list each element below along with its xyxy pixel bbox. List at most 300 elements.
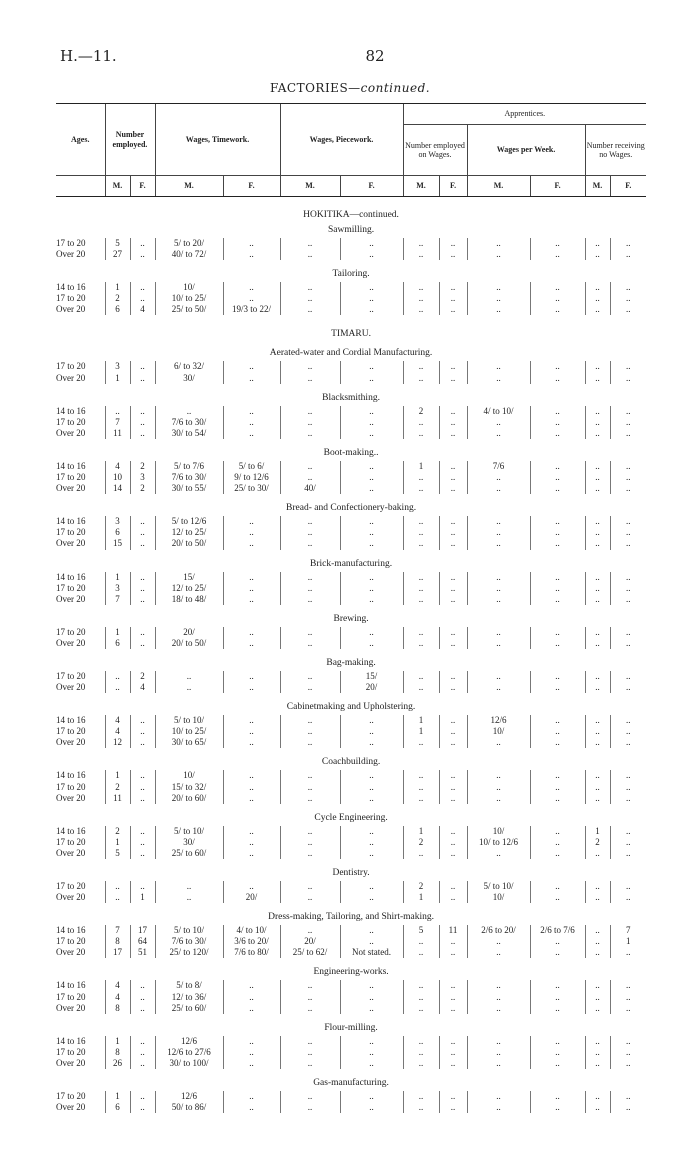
value-cell: .. <box>467 848 530 859</box>
age-cell: Over 20 <box>56 249 86 260</box>
value-cell: .. <box>585 992 610 1003</box>
value-cell: 12 <box>105 737 130 748</box>
gap-cell <box>56 903 646 910</box>
value-cell: .. <box>223 417 280 428</box>
gap-cell <box>56 550 646 557</box>
trade-heading: Brewing. <box>333 613 369 624</box>
table-row <box>56 947 646 958</box>
value-cell: .. <box>585 373 610 384</box>
value-cell: .. <box>223 726 280 737</box>
value-cell: .. <box>280 782 340 793</box>
age-cell: 17 to 20 <box>56 626 86 637</box>
value-cell: .. <box>130 538 155 549</box>
age-cell: Over 20 <box>56 538 86 549</box>
value-cell: .. <box>585 627 610 638</box>
value-cell: .. <box>403 992 439 1003</box>
value-cell: .. <box>530 837 585 848</box>
value-cell: .. <box>130 293 155 304</box>
value-cell: 12/6 <box>467 715 530 726</box>
value-cell: .. <box>340 361 403 372</box>
value-cell: 1 <box>105 1091 130 1102</box>
value-cell: .. <box>280 461 340 472</box>
value-cell: 5 <box>105 238 130 249</box>
age-cell: 17 to 20 <box>56 936 86 947</box>
value-cell: .. <box>467 472 530 483</box>
value-cell: .. <box>467 417 530 428</box>
section-gap <box>56 958 646 965</box>
value-cell: .. <box>439 373 467 384</box>
value-cell: .. <box>340 793 403 804</box>
gap-cell <box>56 748 646 755</box>
value-cell: .. <box>530 572 585 583</box>
value-cell: 1 <box>105 837 130 848</box>
value-cell: .. <box>467 483 530 494</box>
trade-heading: Flour-milling. <box>324 1022 378 1033</box>
value-cell: .. <box>340 881 403 892</box>
value-cell: .. <box>610 417 646 428</box>
value-cell: 8 <box>105 1003 130 1014</box>
value-cell: 6/ to 32/ <box>155 361 223 372</box>
value-cell: .. <box>530 249 585 260</box>
section-gap <box>56 649 646 656</box>
value-cell: .. <box>340 1036 403 1047</box>
value-cell: .. <box>610 483 646 494</box>
value-cell: .. <box>439 1058 467 1069</box>
age-cell: Over 20 <box>56 737 86 748</box>
value-cell: .. <box>223 594 280 605</box>
table-row <box>56 936 646 947</box>
value-cell: .. <box>403 782 439 793</box>
value-cell: .. <box>340 892 403 903</box>
value-cell: .. <box>530 848 585 859</box>
value-cell: .. <box>340 726 403 737</box>
value-cell: .. <box>280 826 340 837</box>
value-cell: .. <box>340 936 403 947</box>
trade-heading: Coachbuilding. <box>321 757 381 768</box>
page-title <box>0 81 700 95</box>
section-gap <box>56 550 646 557</box>
value-cell: .. <box>403 980 439 991</box>
value-cell: 1 <box>585 826 610 837</box>
value-cell: .. <box>610 516 646 527</box>
value-cell: .. <box>130 417 155 428</box>
value-cell: .. <box>280 1091 340 1102</box>
age-cell: 17 to 20 <box>56 781 86 792</box>
value-cell: .. <box>280 1036 340 1047</box>
value-cell: .. <box>223 238 280 249</box>
value-cell: .. <box>585 1058 610 1069</box>
trade-heading-row <box>56 1021 646 1036</box>
value-cell: .. <box>439 304 467 315</box>
value-cell: 20/ to 60/ <box>155 793 223 804</box>
value-cell: .. <box>467 373 530 384</box>
section-gap <box>56 859 646 866</box>
gap-cell <box>56 260 646 267</box>
value-cell: .. <box>439 1036 467 1047</box>
table-row <box>56 304 646 315</box>
value-cell: .. <box>340 428 403 439</box>
table-row <box>56 782 646 793</box>
blank-header <box>56 176 105 197</box>
value-cell: .. <box>340 1091 403 1102</box>
value-cell: .. <box>610 1003 646 1014</box>
value-cell: 7 <box>105 417 130 428</box>
value-cell: 25/ to 30/ <box>223 483 280 494</box>
value-cell: .. <box>340 572 403 583</box>
value-cell: .. <box>130 428 155 439</box>
section-gap <box>56 748 646 755</box>
value-cell: .. <box>439 527 467 538</box>
value-cell: .. <box>340 925 403 936</box>
value-cell: .. <box>585 249 610 260</box>
value-cell: .. <box>155 671 223 682</box>
value-cell: .. <box>610 594 646 605</box>
value-cell: .. <box>439 472 467 483</box>
age-cell: 17 to 20 <box>56 416 86 427</box>
value-cell: .. <box>130 737 155 748</box>
value-cell: .. <box>610 373 646 384</box>
value-cell: .. <box>467 282 530 293</box>
value-cell: .. <box>610 428 646 439</box>
value-cell: .. <box>530 881 585 892</box>
value-cell: 15/ to 32/ <box>155 782 223 793</box>
section-gap <box>56 439 646 446</box>
table-row <box>56 1058 646 1069</box>
value-cell: .. <box>610 1058 646 1069</box>
value-cell: .. <box>223 848 280 859</box>
value-cell: .. <box>155 881 223 892</box>
value-cell: .. <box>467 980 530 991</box>
value-cell: .. <box>340 782 403 793</box>
value-cell: 8 <box>105 936 130 947</box>
trade-heading-row <box>56 1076 646 1091</box>
value-cell: .. <box>280 1058 340 1069</box>
value-cell: .. <box>467 1091 530 1102</box>
value-cell: .. <box>467 782 530 793</box>
value-cell: .. <box>530 936 585 947</box>
value-cell: .. <box>403 472 439 483</box>
value-cell: .. <box>439 793 467 804</box>
value-cell: .. <box>223 627 280 638</box>
value-cell: .. <box>340 293 403 304</box>
table-row <box>56 627 646 638</box>
value-cell: .. <box>530 737 585 748</box>
value-cell: .. <box>439 936 467 947</box>
value-cell: .. <box>439 737 467 748</box>
value-cell: .. <box>403 538 439 549</box>
value-cell: .. <box>130 793 155 804</box>
table-row <box>56 461 646 472</box>
value-cell: .. <box>280 417 340 428</box>
value-cell: .. <box>610 361 646 372</box>
age-cell: Over 20 <box>56 483 86 494</box>
value-cell: .. <box>530 483 585 494</box>
table-row <box>56 737 646 748</box>
trade-heading-row <box>56 501 646 516</box>
value-cell: .. <box>403 527 439 538</box>
value-cell: .. <box>610 826 646 837</box>
value-cell: 4 <box>105 461 130 472</box>
value-cell: 20/ <box>340 682 403 693</box>
value-cell: .. <box>585 1047 610 1058</box>
f-header: F. <box>130 176 155 197</box>
value-cell: .. <box>610 947 646 958</box>
value-cell: 2 <box>403 837 439 848</box>
value-cell: .. <box>155 406 223 417</box>
value-cell: .. <box>223 992 280 1003</box>
value-cell: .. <box>403 1047 439 1058</box>
value-cell: .. <box>340 1003 403 1014</box>
value-cell: .. <box>530 892 585 903</box>
trade-heading-row <box>56 446 646 461</box>
value-cell: 10/ <box>155 282 223 293</box>
value-cell: .. <box>610 1102 646 1113</box>
value-cell: 3 <box>130 472 155 483</box>
value-cell: .. <box>610 538 646 549</box>
value-cell: .. <box>280 282 340 293</box>
value-cell: 6 <box>105 527 130 538</box>
value-cell: .. <box>340 583 403 594</box>
age-cell: 17 to 20 <box>56 726 86 737</box>
trade-heading: Cabinetmaking and Upholstering. <box>286 702 416 713</box>
trade-heading: Engineering-works. <box>313 967 389 978</box>
value-cell: 1 <box>105 627 130 638</box>
gap-cell <box>56 804 646 811</box>
value-cell: 20/ to 50/ <box>155 638 223 649</box>
gap-cell <box>56 1069 646 1076</box>
value-cell: .. <box>340 1058 403 1069</box>
value-cell: .. <box>223 980 280 991</box>
value-cell: .. <box>105 881 130 892</box>
value-cell: .. <box>280 594 340 605</box>
value-cell: .. <box>130 715 155 726</box>
value-cell: 1 <box>105 373 130 384</box>
trade-heading-row <box>56 700 646 715</box>
value-cell: .. <box>223 1036 280 1047</box>
value-cell: .. <box>610 406 646 417</box>
value-cell: .. <box>610 1091 646 1102</box>
gap-cell <box>56 384 646 391</box>
value-cell: 5/ to 8/ <box>155 980 223 991</box>
value-cell: .. <box>403 417 439 428</box>
value-cell: .. <box>467 428 530 439</box>
value-cell: .. <box>585 671 610 682</box>
value-cell: 1 <box>403 892 439 903</box>
value-cell: .. <box>130 992 155 1003</box>
value-cell: .. <box>439 627 467 638</box>
gap-cell <box>56 859 646 866</box>
value-cell: .. <box>280 627 340 638</box>
value-cell: .. <box>530 538 585 549</box>
value-cell: .. <box>280 538 340 549</box>
value-cell: .. <box>280 428 340 439</box>
value-cell: 3/6 to 20/ <box>223 936 280 947</box>
f-header: F. <box>610 176 646 197</box>
value-cell: .. <box>439 715 467 726</box>
value-cell: .. <box>439 282 467 293</box>
value-cell: .. <box>223 538 280 549</box>
value-cell: .. <box>439 1102 467 1113</box>
value-cell: .. <box>610 583 646 594</box>
value-cell: .. <box>439 406 467 417</box>
age-cell: 14 to 16 <box>56 516 86 527</box>
value-cell: .. <box>530 282 585 293</box>
value-cell: 10/ <box>467 726 530 737</box>
age-cell: 14 to 16 <box>56 925 86 936</box>
table-row <box>56 980 646 991</box>
m-header: M. <box>155 176 223 197</box>
value-cell: .. <box>530 1058 585 1069</box>
value-cell: .. <box>585 726 610 737</box>
value-cell: 10 <box>105 472 130 483</box>
value-cell: 5/ to 10/ <box>155 826 223 837</box>
value-cell: .. <box>340 304 403 315</box>
value-cell: .. <box>467 793 530 804</box>
value-cell: .. <box>340 715 403 726</box>
value-cell: 7 <box>105 925 130 936</box>
value-cell: .. <box>467 737 530 748</box>
value-cell: .. <box>530 461 585 472</box>
table-row <box>56 837 646 848</box>
value-cell: .. <box>585 881 610 892</box>
value-cell: .. <box>223 1003 280 1014</box>
value-cell: .. <box>439 572 467 583</box>
value-cell: .. <box>403 1102 439 1113</box>
value-cell: .. <box>585 583 610 594</box>
value-cell: .. <box>340 249 403 260</box>
trade-heading-row <box>56 391 646 406</box>
value-cell: .. <box>223 516 280 527</box>
value-cell: .. <box>530 638 585 649</box>
value-cell: .. <box>280 527 340 538</box>
value-cell: 2 <box>403 406 439 417</box>
trade-heading-row <box>56 755 646 770</box>
value-cell: 51 <box>130 947 155 958</box>
value-cell: .. <box>610 238 646 249</box>
age-cell: 14 to 16 <box>56 460 86 471</box>
value-cell: .. <box>340 282 403 293</box>
value-cell: .. <box>280 682 340 693</box>
table-row <box>56 925 646 936</box>
value-cell: 5/ to 10/ <box>467 881 530 892</box>
value-cell: .. <box>439 293 467 304</box>
value-cell: .. <box>610 293 646 304</box>
age-cell: 17 to 20 <box>56 361 86 372</box>
page-number: 82 <box>365 47 385 65</box>
value-cell: .. <box>340 516 403 527</box>
value-cell: .. <box>585 682 610 693</box>
value-cell: .. <box>585 406 610 417</box>
value-cell: .. <box>610 715 646 726</box>
value-cell: 18/ to 48/ <box>155 594 223 605</box>
value-cell: .. <box>439 361 467 372</box>
value-cell: .. <box>280 572 340 583</box>
place-heading: TIMARU. <box>331 329 371 340</box>
value-cell: 7/6 to 30/ <box>155 936 223 947</box>
value-cell: .. <box>130 837 155 848</box>
value-cell: .. <box>223 572 280 583</box>
value-cell: .. <box>340 627 403 638</box>
value-cell: 7/6 to 80/ <box>223 947 280 958</box>
value-cell: .. <box>403 516 439 527</box>
value-cell: .. <box>439 770 467 781</box>
value-cell: .. <box>280 373 340 384</box>
value-cell: .. <box>530 980 585 991</box>
age-cell: 17 to 20 <box>56 238 86 248</box>
value-cell: .. <box>530 583 585 594</box>
value-cell: 64 <box>130 936 155 947</box>
value-cell: .. <box>130 1047 155 1058</box>
age-cell: Over 20 <box>56 847 86 858</box>
value-cell: .. <box>280 671 340 682</box>
age-cell: 17 to 20 <box>56 881 86 891</box>
table-row <box>56 373 646 384</box>
section-gap <box>56 1014 646 1021</box>
apprentices-header: Apprentices. <box>403 104 646 125</box>
value-cell: .. <box>439 638 467 649</box>
value-cell: .. <box>530 782 585 793</box>
value-cell: .. <box>403 848 439 859</box>
value-cell: .. <box>467 638 530 649</box>
value-cell: .. <box>439 881 467 892</box>
trade-heading-row <box>56 267 646 282</box>
age-cell: 17 to 20 <box>56 472 86 483</box>
gap-cell <box>56 1014 646 1021</box>
value-cell: .. <box>223 1058 280 1069</box>
table-row <box>56 892 646 903</box>
value-cell: .. <box>439 992 467 1003</box>
section-gap <box>56 804 646 811</box>
value-cell: 2 <box>105 293 130 304</box>
value-cell: .. <box>467 572 530 583</box>
value-cell: .. <box>530 1102 585 1113</box>
value-cell: .. <box>403 737 439 748</box>
value-cell: 30/ <box>155 373 223 384</box>
trade-heading-row <box>56 612 646 627</box>
value-cell: .. <box>130 848 155 859</box>
value-cell: 14 <box>105 483 130 494</box>
trade-heading: Cycle Engineering. <box>314 812 388 823</box>
factories-table <box>56 208 646 1113</box>
value-cell: 3 <box>105 583 130 594</box>
number-employed-header: Number employed. <box>105 104 155 176</box>
age-cell: 17 to 20 <box>56 836 86 847</box>
value-cell: 2 <box>403 881 439 892</box>
value-cell: .. <box>340 737 403 748</box>
m-header: M. <box>403 176 439 197</box>
gap-cell <box>56 315 646 322</box>
age-cell: 17 to 20 <box>56 1046 86 1057</box>
value-cell: 7/6 <box>467 461 530 472</box>
trade-heading: Blacksmithing. <box>322 392 380 403</box>
table-row <box>56 293 646 304</box>
value-cell: .. <box>439 1003 467 1014</box>
value-cell: .. <box>585 848 610 859</box>
age-cell: 14 to 16 <box>56 770 86 781</box>
value-cell: .. <box>585 715 610 726</box>
value-cell: .. <box>130 238 155 249</box>
f-header: F. <box>439 176 467 197</box>
value-cell: .. <box>610 472 646 483</box>
value-cell: .. <box>530 770 585 781</box>
age-cell: Over 20 <box>56 892 86 903</box>
value-cell: 12/ to 36/ <box>155 992 223 1003</box>
section-gap <box>56 903 646 910</box>
value-cell: .. <box>223 837 280 848</box>
value-cell: .. <box>403 572 439 583</box>
value-cell: .. <box>403 583 439 594</box>
value-cell: .. <box>610 249 646 260</box>
